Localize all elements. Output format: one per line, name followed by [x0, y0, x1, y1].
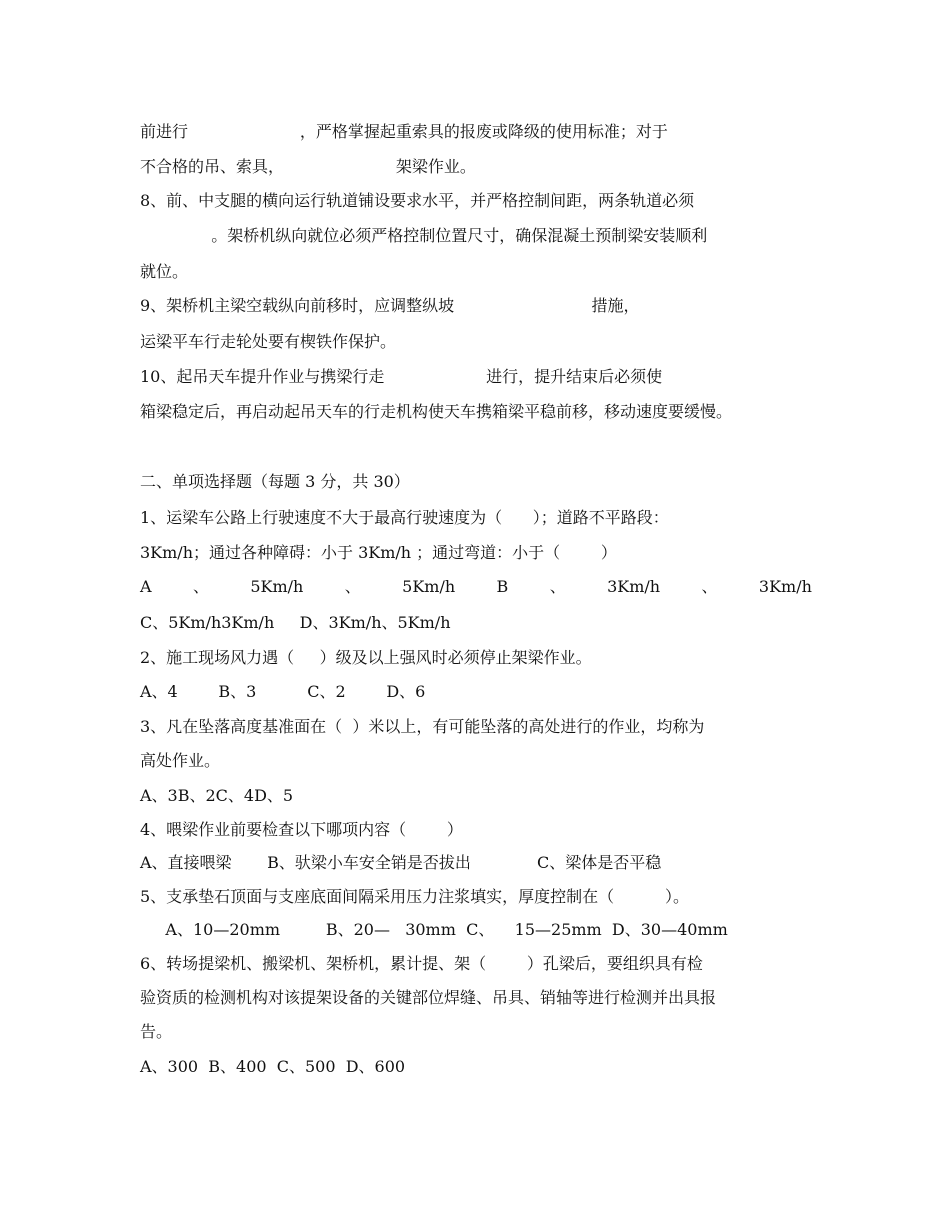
question-3-line-2: 高处作业。	[140, 751, 221, 770]
question-4: 4、喂梁作业前要检查以下哪项内容（ ）	[140, 820, 463, 839]
option-text: A	[140, 577, 152, 596]
option-text: 3Km/h	[607, 577, 661, 596]
question-6-line-2: 验资质的检测机构对该提架设备的关键部位焊缝、吊具、销轴等进行检测并出具报	[140, 988, 717, 1007]
option-text: B	[496, 577, 509, 596]
option-text: 5Km/h	[250, 577, 304, 596]
fill-line-7: 运梁平车行走轮处要有楔铁作保护。	[140, 332, 397, 351]
option-text: 3Km/h	[758, 577, 812, 596]
fill-question-8: 8、前、中支腿的横向运行轨道铺设要求水平，并严格控制间距，两条轨道必须	[140, 191, 695, 210]
fill-line-5: 就位。	[140, 262, 189, 281]
fill-question-10: 10、起吊天车提升作业与携梁行走 进行，提升结束后必须使	[140, 367, 663, 386]
question-6-line-3: 告。	[140, 1022, 173, 1041]
option-text: 、	[549, 577, 566, 596]
question-2: 2、施工现场风力遇（ ）级及以上强风时必须停止架梁作业。	[140, 648, 592, 667]
question-1: 1、运梁车公路上行驶速度不大于最高行驶速度为（ ）；道路不平路段：	[140, 508, 669, 527]
section-heading: 二、单项选择题（每题 3 分，共 30）	[140, 472, 410, 491]
question-5-options: A、10—20mm B、20— 30mm C、 15—25mm D、30—40mm	[140, 920, 728, 939]
fill-line-4: 。架桥机纵向就位必须严格控制位置尺寸，确保混凝土预制梁安装顺利	[140, 226, 708, 245]
fill-line-2: 不合格的吊、索具， 架梁作业。	[140, 157, 476, 176]
question-3: 3、凡在坠落高度基准面在（ ）米以上，有可能坠落的高处进行的作业，均称为	[140, 717, 705, 736]
option-text: 、	[344, 577, 361, 596]
option-text: 、	[701, 577, 718, 596]
question-1-options-row-2: C、5Km/h3Km/h D、3Km/h、5Km/h	[140, 613, 451, 632]
question-4-options: A、直接喂梁 B、驮梁小车安全销是否拔出 C、梁体是否平稳	[140, 853, 662, 872]
option-text: 5Km/h	[402, 577, 456, 596]
option-text: 、	[192, 577, 209, 596]
fill-question-9: 9、架桥机主梁空载纵向前移时，应调整纵坡 措施，	[140, 296, 640, 315]
question-3-options: A、3B、2C、4D、5	[140, 786, 294, 805]
question-5: 5、支承垫石顶面与支座底面间隔采用压力注浆填实，厚度控制在（ ）。	[140, 887, 690, 906]
fill-line-1: 前进行 ，严格掌握起重索具的报废或降级的使用标准；对于	[140, 122, 668, 141]
question-6: 6、转场提梁机、搬梁机、架桥机，累计提、架（ ）孔梁后，要组织具有检	[140, 954, 703, 973]
question-6-options: A、300 B、400 C、500 D、600	[140, 1057, 406, 1076]
fill-line-9: 箱梁稳定后，再启动起吊天车的行走机构使天车携箱梁平稳前移，移动速度要缓慢。	[140, 402, 733, 421]
question-2-options: A、4 B、3 C、2 D、6	[140, 682, 426, 701]
question-1-line-2: 3Km/h；通过各种障碍：小于 3Km/h ；通过弯道：小于（ ）	[140, 543, 617, 562]
question-1-options-row-1	[140, 577, 812, 597]
